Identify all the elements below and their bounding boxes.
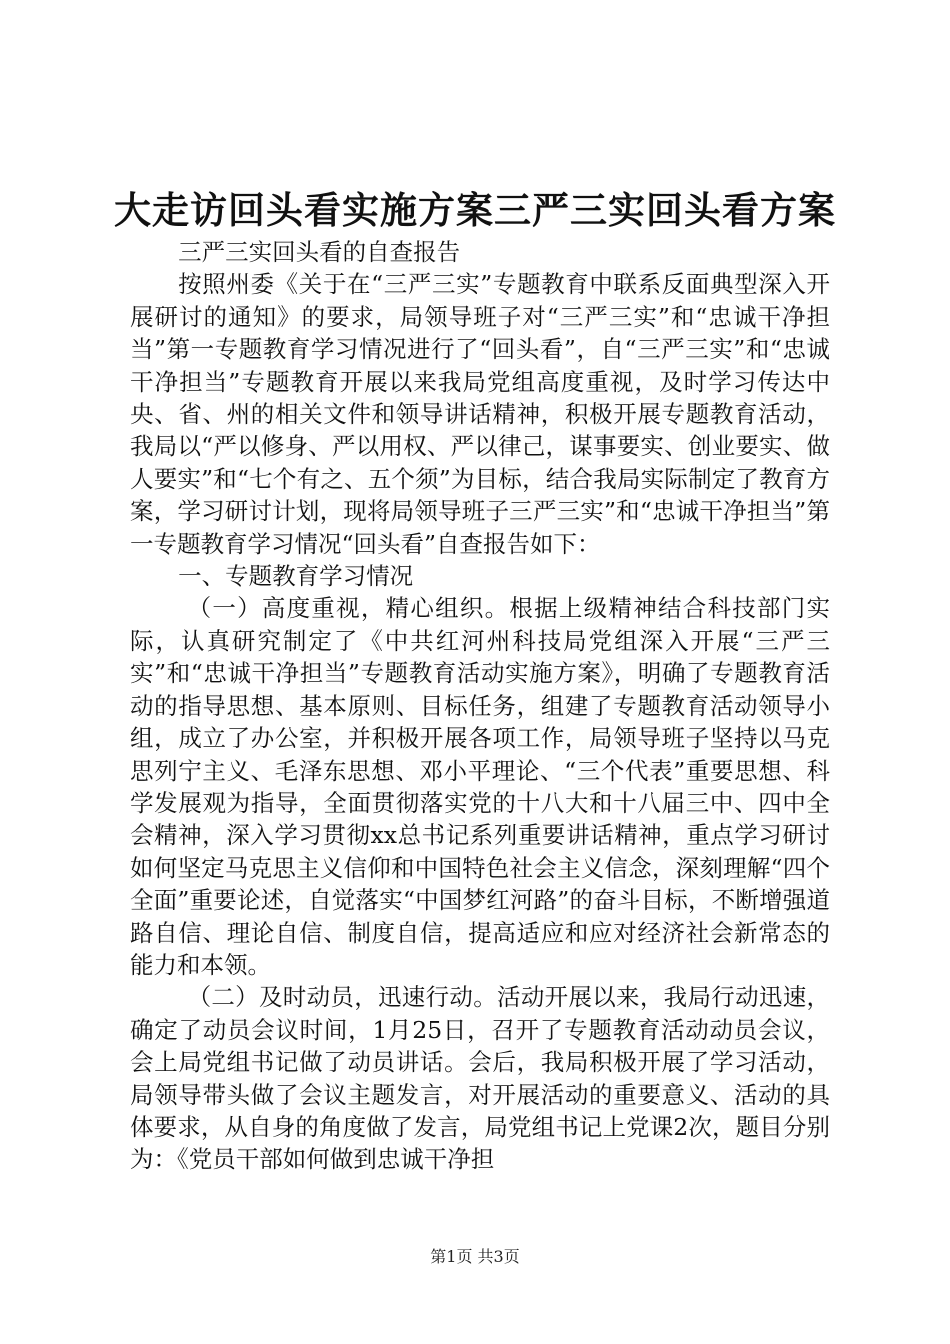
paragraph-intro: 按照州委《关于在“三严三实”专题教育中联系反面典型深入开展研讨的通知》的要求，局领导班子对“三严三实”和“忠诚干净担当”第一专题教育学习情况进行了“回头看”，自“三严三实”和“忠诚干净担当”专题教育开展以来我局党组高度重视，及时学习传达中央、省、州的相关文件和领导讲话精神，积极开展专题教育活动，我局以“严以修身、严以用权、严以律己，谋事要实、创业要实、做人要实”和“七个有之、五个须”为目标，结合我局实际制定了教育方案，学习研讨计划，现将局领导班子三严三实”和“忠诚干净担当”第一专题教育学习情况“回头看”自查报告如下： xyxy=(130,270,830,558)
page-number-footer: 第1页 共3页 xyxy=(430,1247,520,1266)
paragraph-item-2: （二）及时动员，迅速行动。活动开展以来，我局行动迅速，确定了动员会议时间，1月25日，召开了专题教育活动动员会议，会上局党组书记做了动员讲话。会后，我局积极开展了学习活动，局领导带头做了会议主题发言，对开展活动的重要意义、活动的具体要求，从自身的角度做了发言，局党组书记上党课2次，题目分别为：《党员干部如何做到忠诚干净担 xyxy=(130,983,830,1174)
paragraph-item-1: （一）高度重视，精心组织。根据上级精神结合科技部门实际，认真研究制定了《中共红河州科技局党组深入开展“三严三实”和“忠诚干净担当”专题教育活动实施方案》，明确了专题教育活动的指导思想、基本原则、目标任务，组建了专题教育活动领导小组，成立了办公室，并积极开展各项工作，局领导班子坚持以马克思列宁主义、毛泽东思想、邓小平理论、“三个代表”重要思想、科学发展观为指导，全面贯彻落实党的十八大和十八届三中、四中全会精神，深入学习贯彻xx总书记系列重要讲话精神，重点学习研讨如何坚定马克思主义信仰和中国特色社会主义信念，深刻理解“四个全面”重要论述，自觉落实“中国梦红河路”的奋斗目标，不断增强道路自信、理论自信、制度自信，提高适应和应对经济社会新常态的能力和本领。 xyxy=(130,594,830,979)
paragraph-subtitle: 三严三实回头看的自查报告 xyxy=(178,238,461,266)
document-title: 大走访回头看实施方案三严三实回头看方案 xyxy=(114,188,836,232)
section-heading: 一、专题教育学习情况 xyxy=(178,562,414,591)
document-body xyxy=(130,236,830,1176)
